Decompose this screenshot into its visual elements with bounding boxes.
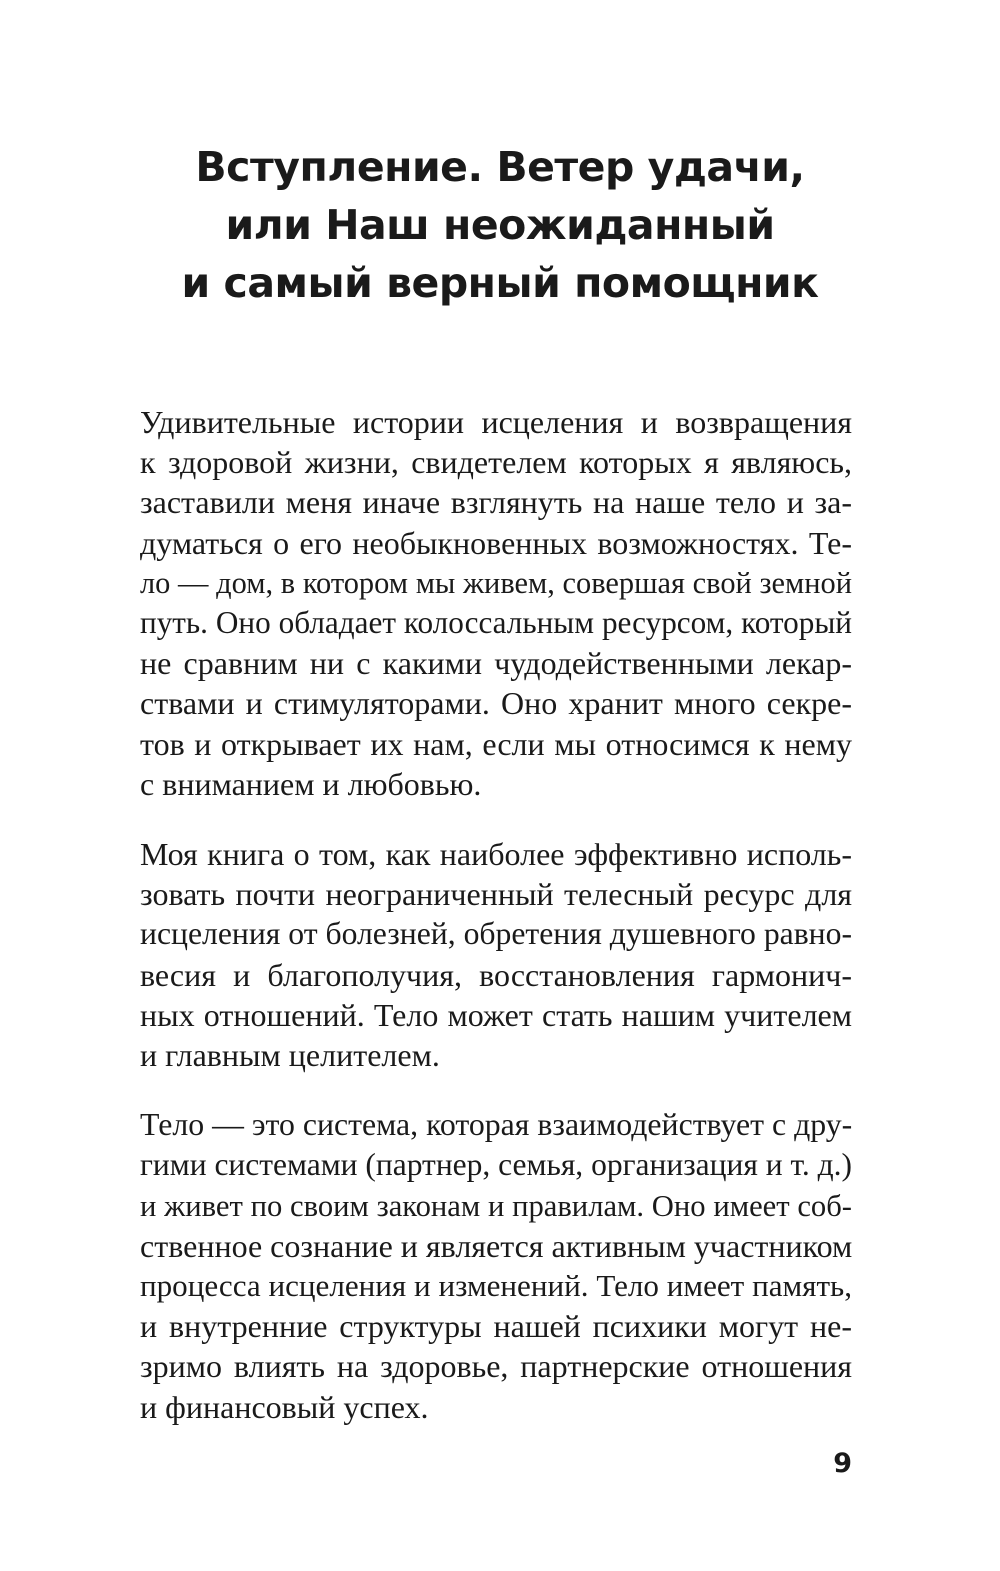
heading-line: или Наш неожиданный: [225, 201, 775, 249]
chapter-heading: [120, 138, 880, 312]
text-line: гими системами (партнер, семья, организация и т. д.): [140, 1147, 852, 1183]
text-line: Моя книга о том, как наиболее эффективно исполь-: [140, 836, 852, 873]
heading-line: и самый верный помощник: [181, 259, 819, 307]
body-text: [140, 402, 852, 1457]
heading-line: Вступление. Ветер удачи,: [195, 143, 805, 191]
text-line: зовать почти неограниченный телесный ресурс для: [140, 876, 852, 913]
text-line: и финансовый успех.: [140, 1388, 429, 1425]
text-line: процесса исцеления и изменений. Тело имеет память,: [140, 1268, 852, 1304]
text-line: и главным целителем.: [140, 1037, 440, 1074]
text-line: Тело — это система, которая взаимодействует с дру-: [140, 1107, 853, 1143]
page-number: 9: [833, 1448, 852, 1479]
text-line: путь. Оно обладает колоссальным ресурсом, который: [140, 605, 852, 641]
text-line: думаться о его необыкновенных возможностях. Те-: [140, 524, 852, 561]
paragraph: [140, 402, 852, 804]
text-line: ственное сознание и является активным участником: [140, 1227, 853, 1264]
text-line: ных отношений. Тело может стать нашим учителем: [140, 996, 852, 1033]
text-line: не сравним ни с какими чудодейственными лекар-: [140, 645, 852, 682]
text-line: заставили меня иначе взглянуть на наше тело и за-: [140, 484, 852, 521]
text-line: зримо влиять на здоровье, партнерские отношения: [140, 1348, 852, 1385]
paragraph: [140, 834, 852, 1075]
text-line: к здоровой жизни, свидетелем которых я являюсь,: [140, 444, 852, 481]
text-line: и внутренние структуры нашей психики могут не-: [140, 1308, 852, 1345]
text-line: ствами и стимуляторами. Оно хранит много секре-: [140, 685, 852, 722]
text-line: с вниманием и любовью.: [140, 765, 482, 802]
text-line: и живет по своим законам и правилам. Оно имеет соб-: [140, 1188, 852, 1223]
text-line: ло — дом, в котором мы живем, совершая свой земной: [140, 565, 852, 600]
paragraph: [140, 1105, 852, 1427]
text-line: тов и открывает их нам, если мы относимся к нему: [140, 725, 852, 762]
text-line: исцеления от болезней, обретения душевного равно-: [140, 916, 852, 952]
text-line: Удивительные истории исцеления и возвращения: [140, 404, 852, 440]
text-line: весия и благополучия, восстановления гармонич-: [140, 956, 852, 993]
